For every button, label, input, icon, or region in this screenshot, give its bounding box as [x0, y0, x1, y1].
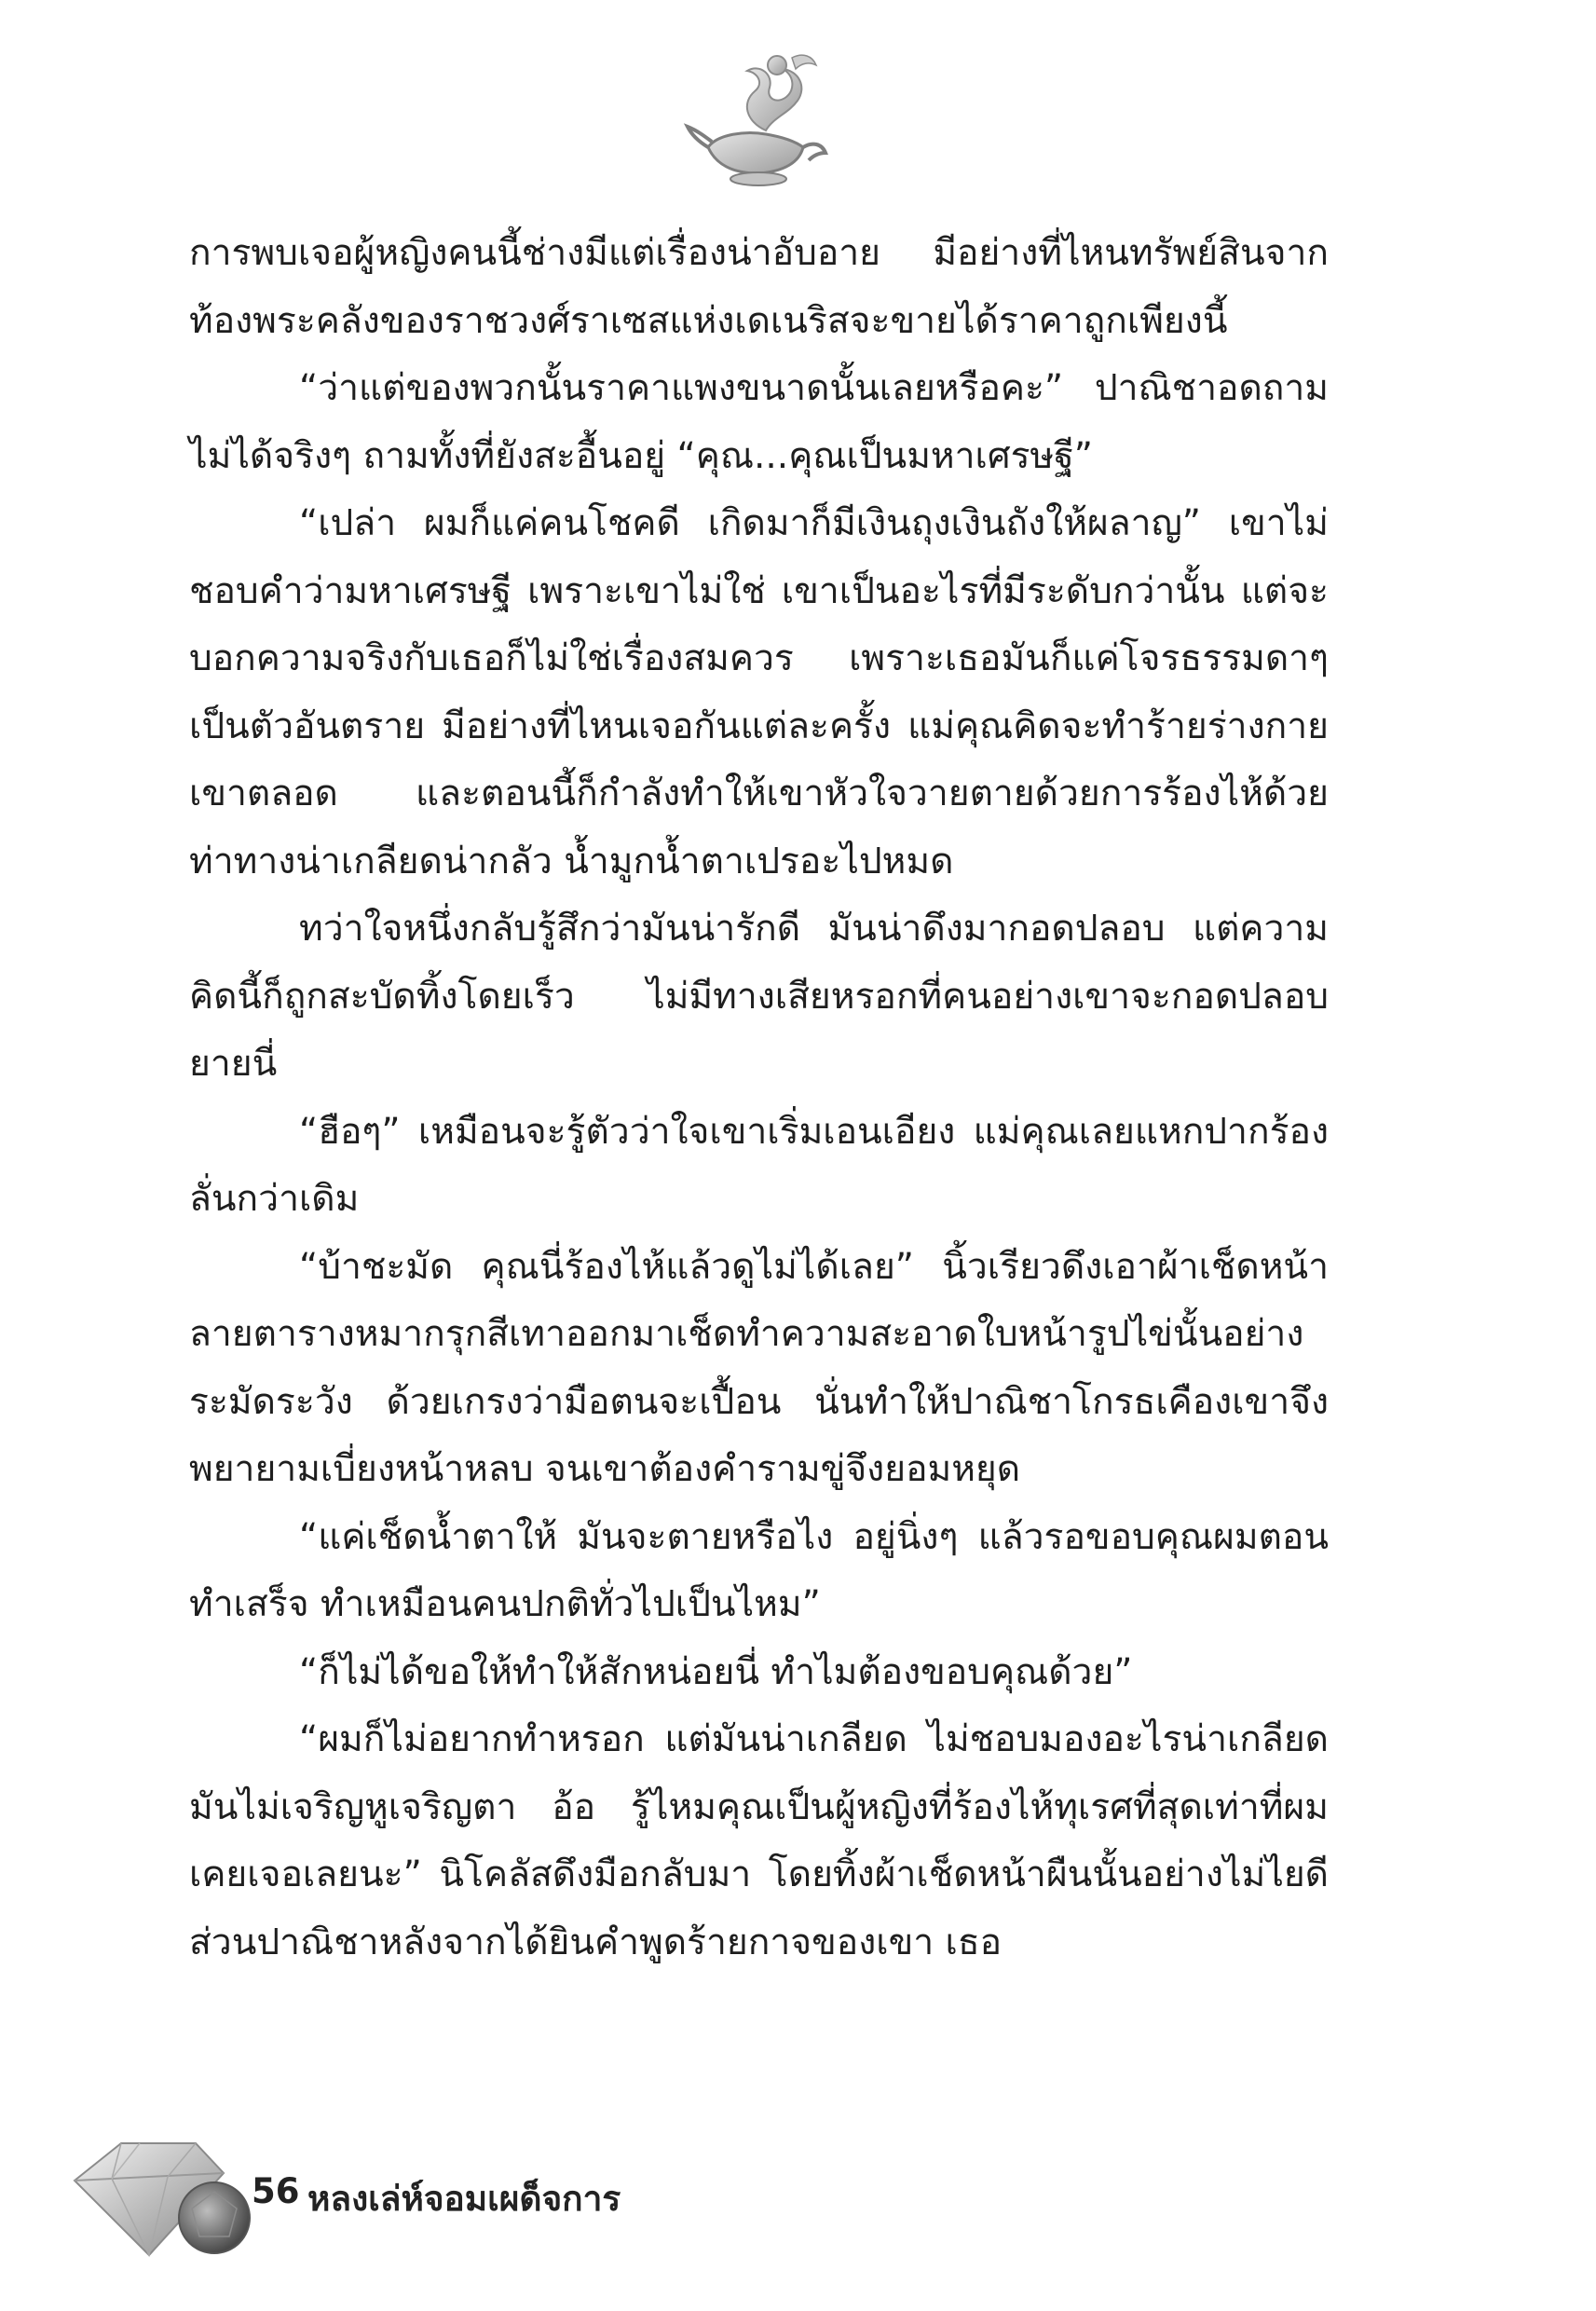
page-number: 56	[252, 2171, 300, 2211]
book-title: หลงเล่ห์จอมเผด็จการ	[307, 2179, 621, 2219]
paragraph: “แค่เช็ดน้ำตาให้ มันจะตายหรือไง อยู่นิ่งๆ แล้วรอขอบคุณผมตอนทำเสร็จ ทำเหมือนคนปกติทั่วไปเป็นไหม”	[189, 1515, 1329, 1625]
paragraph: “ฮือๆ” เหมือนจะรู้ตัวว่าใจเขาเริ่มเอนเอียง แม่คุณเลยแหกปากร้องลั่นกว่าเดิม	[189, 1110, 1329, 1220]
paragraph: “ผมก็ไม่อยากทำหรอก แต่มันน่าเกลียด ไม่ชอบมองอะไรน่าเกลียด มันไม่เจริญหูเจริญตา อ้อ รู้ไหมคุณเป็นผู้หญิงที่ร้องไห้ทุเรศที่สุดเท่าที่ผมเคยเจอเลยนะ” นิโคลัสดึงมือกลับมา โดยทิ้งผ้าเช็ดหน้าผืนนั้นอย่างไม่ไยดี ส่วนปาณิชาหลังจากได้ยินคำพูดร้ายกาจของเขา เธอ	[189, 1718, 1329, 1963]
paragraph: “เปล่า ผมก็แค่คนโชคดี เกิดมาก็มีเงินถุงเงินถังให้ผลาญ” เขาไม่ชอบคำว่ามหาเศรษฐี เพราะเขาไม่ใช่ เขาเป็นอะไรที่มีระดับกว่านั้น แต่จะบอกความจริงกับเธอก็ไม่ใช่เรื่องสมควร เพราะเธอมันก็แค่โจรธรรมดาๆ เป็นตัวอันตราย มีอย่างที่ไหนเจอกันแต่ละครั้ง แม่คุณคิดจะทำร้ายร่างกายเขาตลอด และตอนนี้ก็กำลังทำให้เขาหัวใจวายตายด้วยการร้องไห้ด้วยท่าทางน่าเกลียดน่ากลัว น้ำมูกน้ำตาเปรอะไปหมด	[189, 502, 1329, 882]
paragraph: การพบเจอผู้หญิงคนนี้ช่างมีแต่เรื่องน่าอับอาย มีอย่างที่ไหนทรัพย์สินจากท้องพระคลังของราชวงศ์ราเซสแห่งเดเนริสจะขายได้ราคาถูกเพียงนี้	[189, 232, 1329, 342]
body-text	[189, 220, 1329, 1976]
paragraph: “บ้าชะมัด คุณนี่ร้องไห้แล้วดูไม่ได้เลย” นิ้วเรียวดึงเอาผ้าเช็ดหน้าลายตารางหมากรุกสีเทาออกมาเช็ดทำความสะอาดใบหน้ารูปไข่นั้นอย่างระมัดระวัง ด้วยเกรงว่ามือตนจะเปื้อน นั่นทำให้ปาณิชาโกรธเคืองเขาจึงพยายามเบี่ยงหน้าหลบ จนเขาต้องคำรามขู่จึงยอมหยุด	[189, 1245, 1329, 1490]
page-footer	[65, 2115, 717, 2264]
paragraph: ทว่าใจหนึ่งกลับรู้สึกว่ามันน่ารักดี มันน่าดึงมากอดปลอบ แต่ความคิดนี้ก็ถูกสะบัดทิ้งโดยเร็ว ไม่มีทางเสียหรอกที่คนอย่างเขาจะกอดปลอบยายนี่	[189, 908, 1329, 1085]
genie-lamp-icon	[680, 37, 839, 196]
paragraph: “ว่าแต่ของพวกนั้นราคาแพงขนาดนั้นเลยหรือคะ” ปาณิชาอดถามไม่ได้จริงๆ ถามทั้งที่ยังสะอื้นอยู่ “คุณ...คุณเป็นมหาเศรษฐี”	[189, 367, 1329, 477]
diamond-icon	[65, 2115, 280, 2264]
paragraph: “ก็ไม่ได้ขอให้ทำให้สักหน่อยนี่ ทำไมต้องขอบคุณด้วย”	[299, 1650, 1133, 1693]
